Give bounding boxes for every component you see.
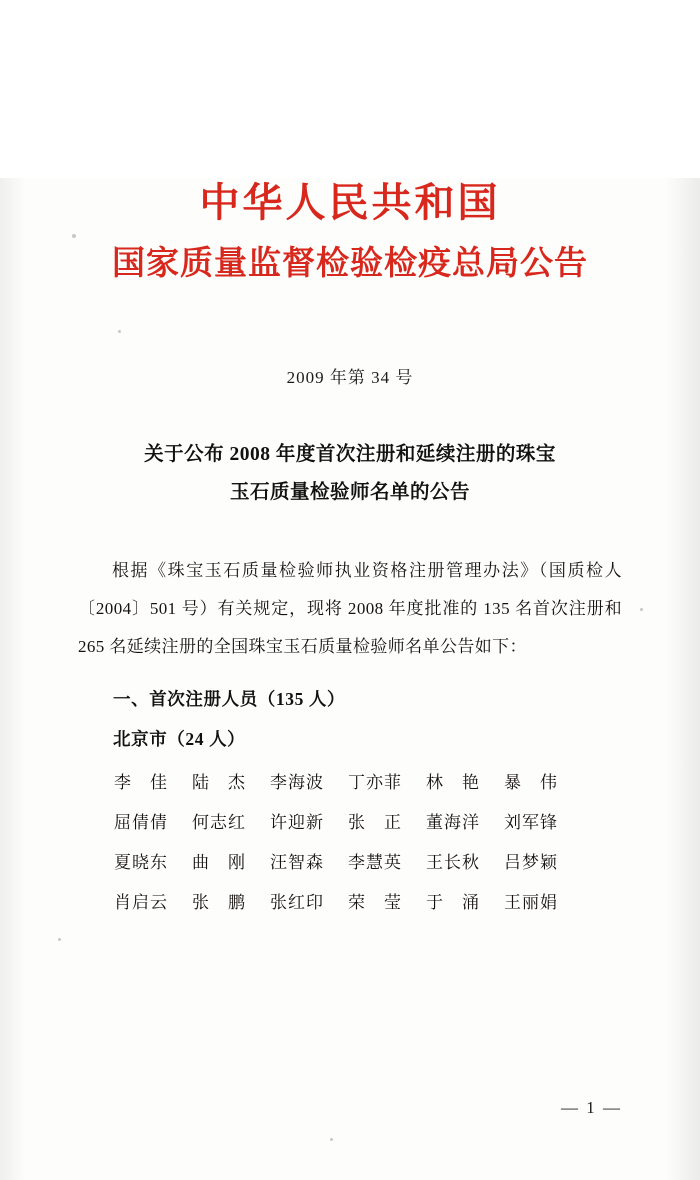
name-cell: 许迎新 xyxy=(270,813,324,833)
scan-speck xyxy=(58,938,61,941)
name-cell: 林 艳 xyxy=(426,773,480,793)
name-row xyxy=(114,803,612,843)
name-cell: 肖启云 xyxy=(114,892,168,912)
name-cell: 李慧英 xyxy=(348,853,402,873)
name-cell: 刘军锋 xyxy=(504,813,558,833)
name-cell: 屈倩倩 xyxy=(114,813,168,833)
name-cell: 汪智森 xyxy=(270,853,324,873)
name-row xyxy=(114,763,612,803)
name-cell: 曲 刚 xyxy=(192,853,246,873)
name-cell: 李 佳 xyxy=(114,773,168,793)
name-cell: 张 正 xyxy=(348,813,402,833)
name-cell: 夏晓东 xyxy=(114,853,168,873)
name-cell: 王丽娟 xyxy=(504,892,558,912)
name-cell: 王长秋 xyxy=(426,853,480,873)
name-cell: 李海波 xyxy=(270,773,324,793)
name-list xyxy=(78,763,622,923)
title-line-agency: 国家质量监督检验检疫总局公告 xyxy=(112,243,588,282)
name-cell: 丁亦菲 xyxy=(348,773,402,793)
name-cell: 陆 杰 xyxy=(192,773,246,793)
document-subject xyxy=(78,436,622,512)
document-page xyxy=(0,178,700,1180)
name-cell: 张红印 xyxy=(270,892,324,912)
name-cell: 吕梦颖 xyxy=(504,853,558,873)
subject-line-2: 玉石质量检验师名单的公告 xyxy=(229,481,470,503)
document-number: 2009 年第 34 号 xyxy=(286,367,414,387)
name-cell: 董海洋 xyxy=(426,813,480,833)
title-line-country: 中华人民共和国 xyxy=(199,179,501,226)
name-cell: 何志红 xyxy=(192,813,246,833)
name-cell: 荣 莹 xyxy=(348,892,402,912)
name-cell: 于 涌 xyxy=(426,892,480,912)
region-heading: 北京市（24 人） xyxy=(113,728,246,749)
body-paragraph: 根据《珠宝玉石质量检验师执业资格注册管理办法》（国质检人〔2004〕501 号）有关规定，现将 2008 年度批准的 135 名首次注册和 265 名延续注册的全国珠宝玉石质量检验师名单公告如下： xyxy=(78,560,622,657)
name-row xyxy=(114,843,612,883)
document-content xyxy=(0,178,700,923)
scan-speck xyxy=(330,1138,333,1141)
name-cell: 张 鹏 xyxy=(192,892,246,912)
name-cell: 暴 伟 xyxy=(504,773,558,793)
document-title xyxy=(78,178,622,285)
name-row xyxy=(114,883,612,923)
page-number: — 1 — xyxy=(561,1098,622,1117)
section-heading: 一、首次注册人员（135 人） xyxy=(113,688,346,709)
subject-line-1: 关于公布 2008 年度首次注册和延续注册的珠宝 xyxy=(144,443,556,465)
